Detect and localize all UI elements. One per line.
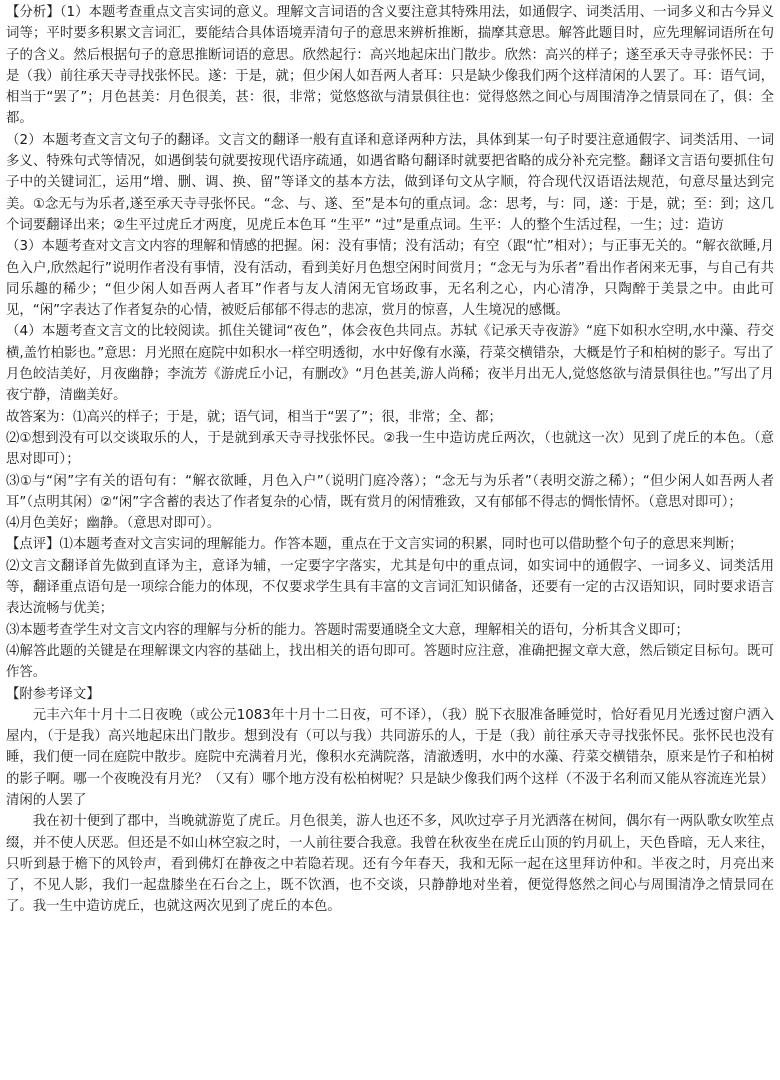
answer-line: ⑷月色美好；幽静。（意思对即可）。 (6, 516, 221, 532)
answer-line: ⑶①与“闲”字有关的语句有：“解衣欲睡，月色入户”（说明门庭冷落）；“念无与为乐者”（表明交游之稀）；“但少闲人如吾两人者耳”（点明其闲）②“闲”字含蓄的表达了作者复杂的心情，既有赏月的闲情雅致，又有郁郁不得志的惆怅情怀。（意思对即可）； (6, 473, 774, 510)
answer-line: ⑵①想到没有可以交谈取乐的人，于是就到承天寺寻找张怀民。②我一生中造访虎丘两次，（也就这一次）见到了虎丘的本色。（意思对即可）； (6, 430, 774, 468)
analysis-section (6, 2, 774, 534)
answer-line: 故答案为：⑴高兴的样子；于是，就；语气词，相当于“罢了”；很，非常；全、都； (6, 409, 502, 425)
translation-paragraph: 我在初十便到了郡中，当晚就游览了虎丘。月色很美，游人也还不多，风吹过亭子月光洒落在树间，偶尔有一两队歌女吹笙点缀，并不使人厌恶。但还是不如山林空寂之时，一人前往要合我意。我曾在秋夜坐在虎丘山顶的钓月矶上，天色昏暗，无人来往，只听到悬于檐下的风铃声，看到佛灯在静夜之中若隐若现。还有今年春天，我和无际一起在这里拜访仲和。半夜之时，月亮出来了，不见人影，我们一起盘膝坐在石台之上，既不饮酒，也不交谈，只静静地对坐着，便觉得悠然之间心与周围清净之情景同在了。我一生中造访虎丘，也就这两次见到了虎丘的本色。 (6, 814, 774, 915)
comment-paragraph: ⑵文言文翻译首先做到直译为主，意译为辅，一定要字字落实，尤其是句中的重点词，如实词中的通假字、一词多义、词类活用等，翻译重点语句是一项综合能力的体现，不仅要求学生具有丰富的文言词汇知识储备，还要有一定的古汉语知识，同时要求语言表达流畅与优美； (6, 558, 774, 617)
comment-paragraph: ⑶本题考查学生对文言文内容的理解与分析的能力。答题时需要通晓全文大意，理解相关的语句，分析其含义即可； (6, 622, 689, 638)
analysis-paragraph: （4）本题考查文言文的比较阅读。抓住关键词“夜色”，体会夜色共同点。苏轼《记承天寺夜游》“庭下如积水空明,水中藻、荇交横,盖竹柏影也。”意思：月光照在庭院中如积水一样空明透彻，水中好像有水藻，荇菜交横错杂，大概是竹子和柏树的影子。写出了月色皎洁美好，月夜幽静；李流芳《游虎丘小记，有删改》“月色甚美,游人尚稀；夜半月出无人,觉悠悠欲与清景俱往也。”写出了月夜宁静，清幽美好。 (6, 324, 774, 404)
comment-paragraph: ⑷解答此题的关键是在理解课文内容的基础上，找出相关的语句即可。答题时应注意，准确把握文章大意，然后锁定目标句。既可作答。 (6, 643, 774, 681)
translation-heading: 【附参考译文】 (6, 686, 100, 702)
translation-paragraph: 元丰六年十月十二日夜晚（或公元1083年十月十二日夜，可不译），（我）脱下衣服准备睡觉时，恰好看见月光透过窗户洒入屋内，（于是我）高兴地起床出门散步。想到没有（可以与我）共同游乐的人，于是（我）前往承天寺寻找张怀民。张怀民也没有睡，我们便一同在庭院中散步。庭院中充满着月光，像积水充满院落，清澈透明，水中的水藻、荇菜交横错杂，原来是竹子和柏树的影子啊。哪一个夜晚没有月光？（又有）哪个地方没有松柏树呢？只是缺少像我们两个这样（不汲于名利而又能从容流连光景）清闲的人罢了 (6, 707, 774, 808)
translation-section (6, 684, 774, 918)
comment-paragraph: 【点评】⑴本题考查对文言实词的理解能力。作答本题，重点在于文言实词的积累，同时也可以借助整个句子的意思来判断； (6, 537, 743, 553)
analysis-paragraph: （2）本题考查文言文句子的翻译。文言文的翻译一般有直译和意译两种方法，具体到某一句子时要注意通假字、词类活用、一词多义、特殊句式等情况，如遇倒装句就要按现代语序疏通，如遇省略句翻译时就要把省略的成分补充完整。翻译文言语句要抓住句子中的关键词汇，运用“增、删、调、换、留”等译文的基本方法，做到译句文从字顺，符合现代汉语语法规范，句意尽量达到完美。①念无与为乐者,遂至承天寺寻张怀民。“念、与、遂、至”是本句的重点词。念：思考，与：同，遂：于是，就；至：到；这几个词要翻译出来；②生平过虎丘才两度，见虎丘本色耳 “生平” “过”是重点词。生平：人的整个生活过程，一生；过：造访 (6, 132, 774, 233)
analysis-paragraph: 【分析】（1）本题考查重点文言实词的意义。理解文言词语的含义要注意其特殊用法，如通假字、词类活用、一词多义和古今异义词等；平时要多积累文言词汇，要能结合具体语境弄清句子的意思来辨析推断，揣摩其意思。解答此题目时，应先理解词语所在句子的含义。然后根据句子的意思推断词语的意思。欣然起行：高兴地起床出门散步。欣然：高兴的样子；遂至承天寺寻张怀民：于是（我）前往承天寺寻找张怀民。遂：于是，就；但少闲人如吾两人者耳：只是缺少像我们两个这样清闲的人罢了。耳：语气词，相当于“罢了”；月色甚美：月色很美，甚：很，非常；觉悠悠欲与清景俱往也：觉得悠然之间心与周围清净之情景同在了，俱：全都。 (6, 5, 774, 127)
comment-section (6, 534, 774, 683)
analysis-paragraph: （3）本题考查对文言文内容的理解和情感的把握。闲：没有事情；没有活动；有空（跟“忙”相对）；与正事无关的。“解衣欲睡,月色入户,欣然起行”说明作者没有事情，没有活动，看到美好月色想空闲时间赏月；“念无与为乐者”看出作者闲来无事，与自己有共同乐趣的稀少；“但少闲人如吾两人者耳”作者与友人清闲无官场政事，无名利之心，内心清净，只陶醉于美景之中。由此可见，“闲”字表达了作者复杂的心情，被贬后郁郁不得志的悲凉，赏月的惊喜，人生境况的感慨。 (6, 239, 774, 319)
